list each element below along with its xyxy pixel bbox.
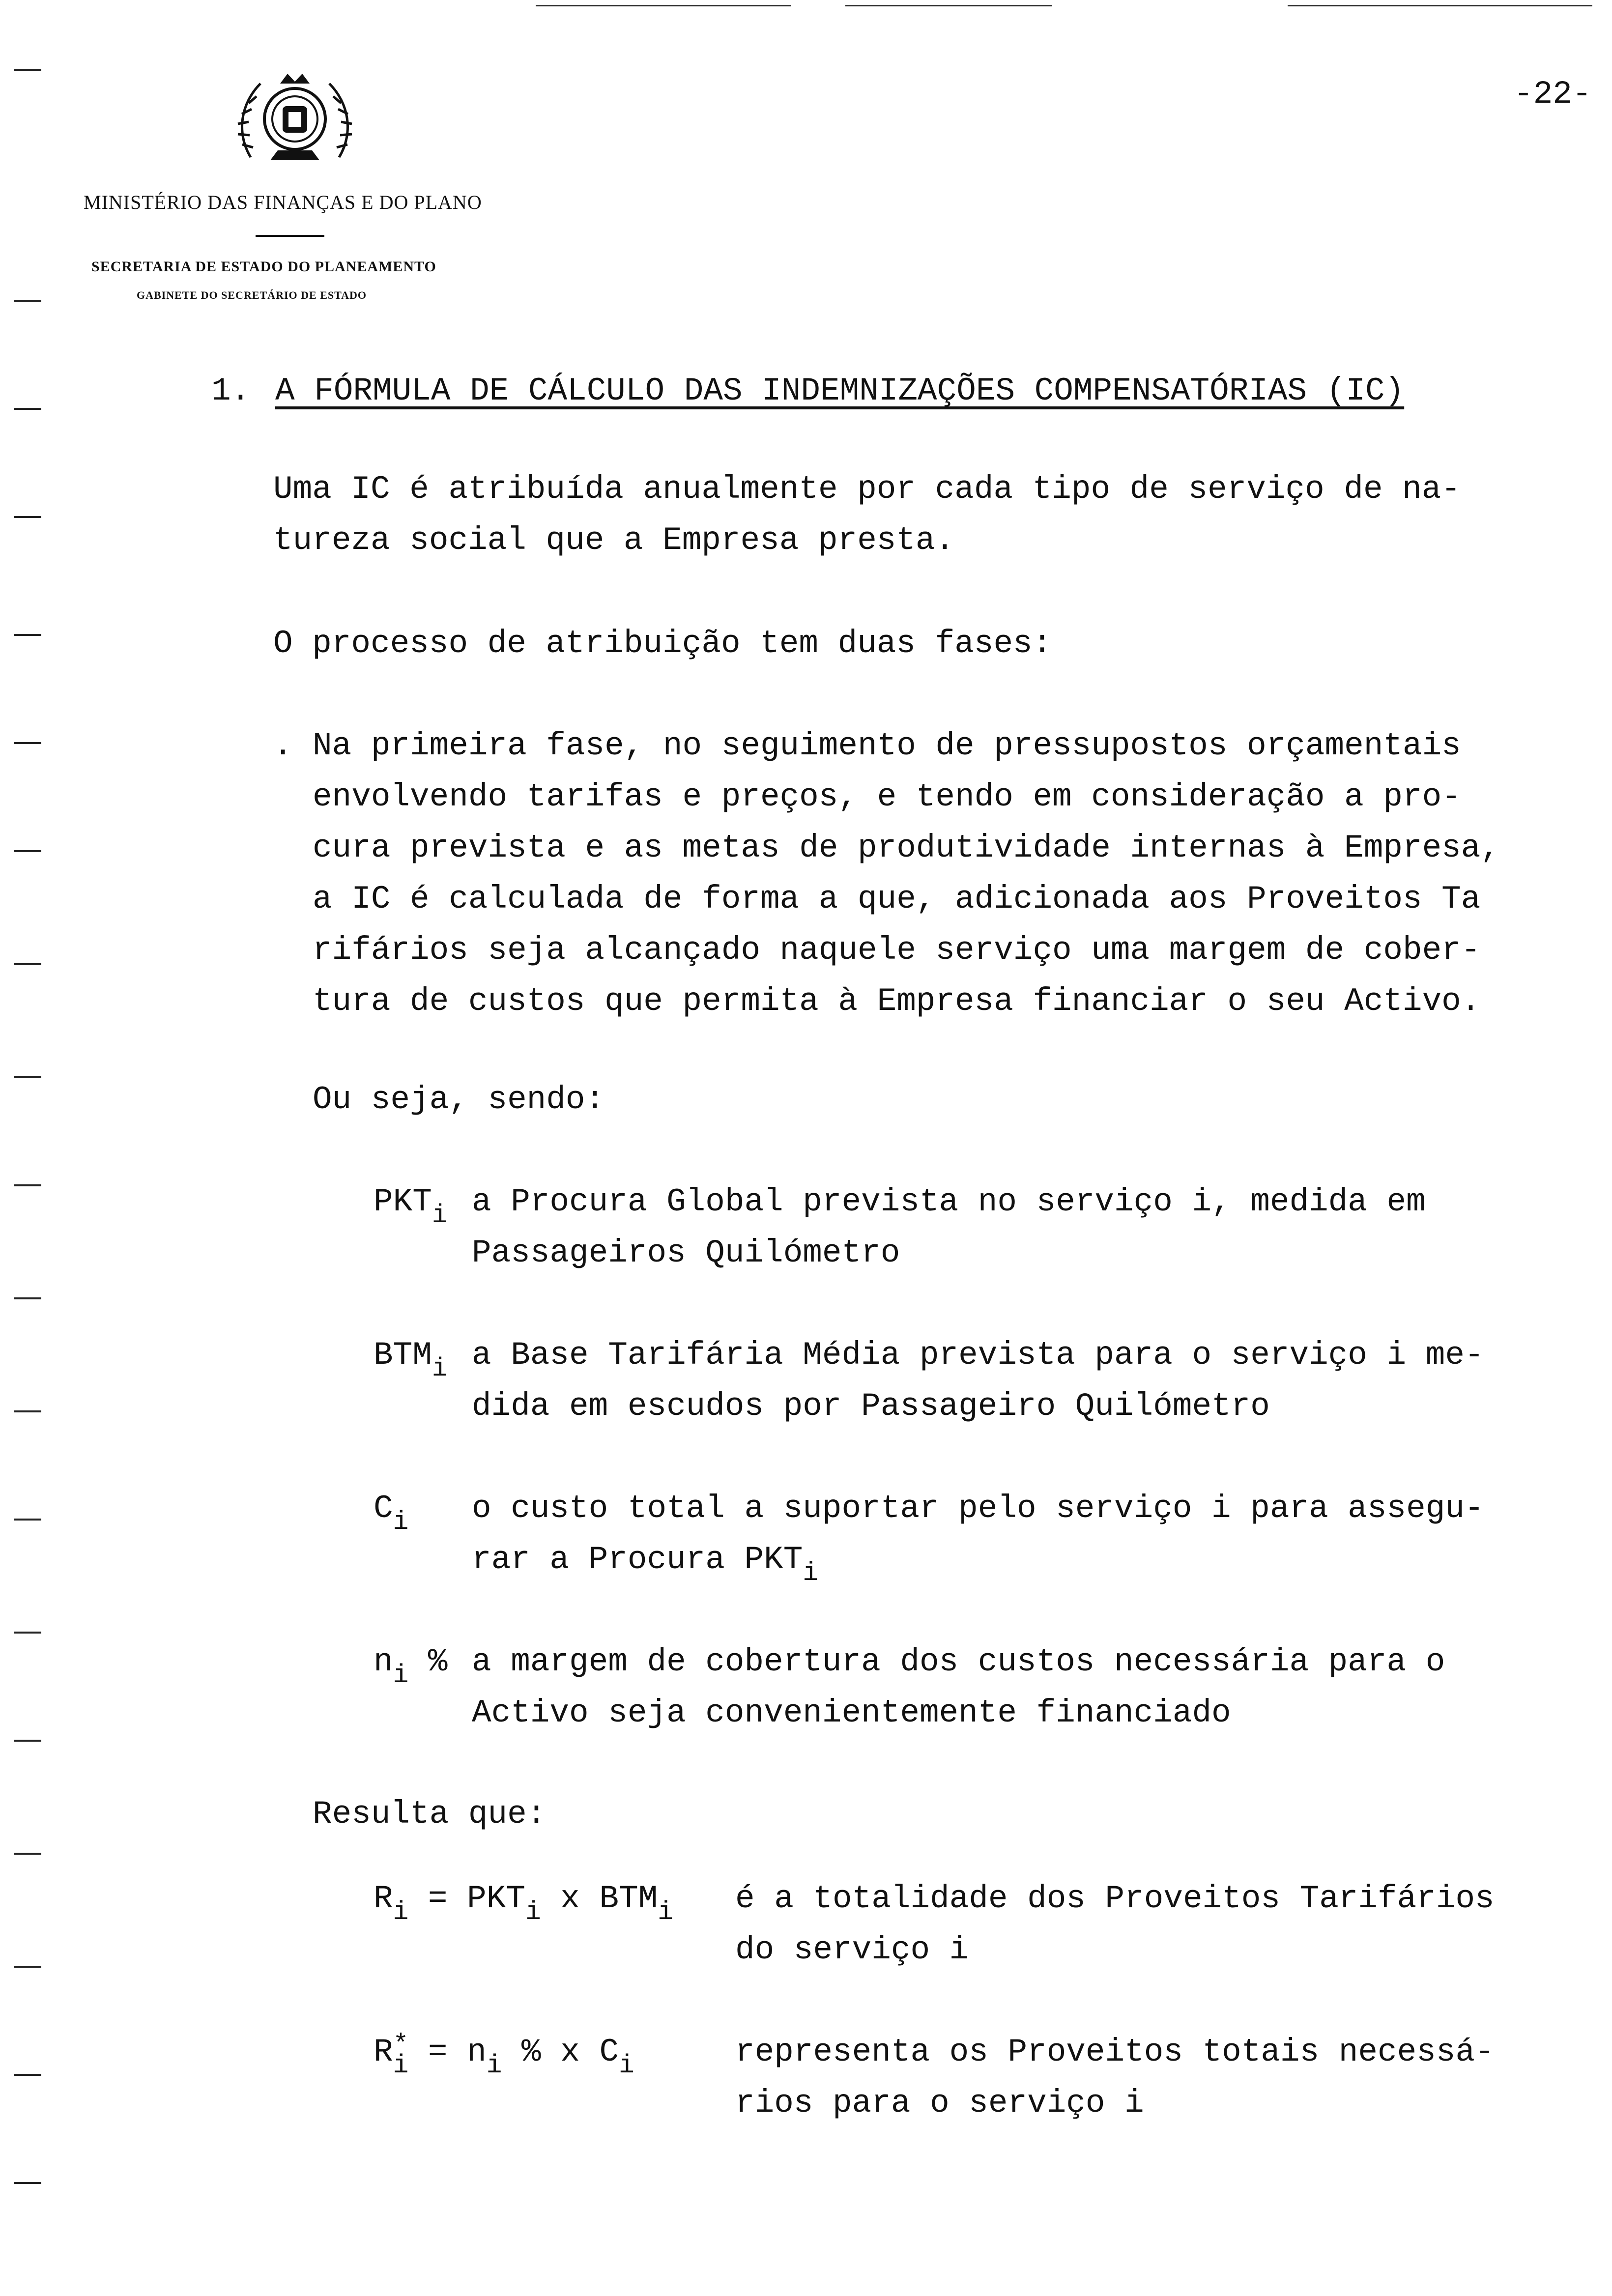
margin-mark [14, 516, 41, 518]
formula-line: representa os Proveitos totais necessá- [735, 2034, 1495, 2070]
page-number: -22- [1514, 76, 1592, 113]
definition-text-pkt [472, 1177, 1573, 1279]
process-text: O processo de atribuição tem duas fases: [273, 625, 1052, 662]
margin-mark [14, 69, 41, 71]
definition-text-btm [472, 1330, 1573, 1432]
paragraph-line: a IC é calculada de forma a que, adicionada aos Proveitos Ta [313, 881, 1481, 918]
definition-line: a Base Tarifária Média prevista para o serviço i me- [472, 1337, 1484, 1374]
formula-line: rios para o serviço i [735, 2085, 1144, 2122]
paragraph-line: cura prevista e as metas de produtividade internas à Empresa, [313, 830, 1500, 866]
section-number: 1. [211, 373, 251, 409]
intro-line: tureza social que a Empresa presta. [273, 522, 955, 559]
formula-r: $R_i = PKT_i$ x $BTM_i$ [374, 1880, 673, 1927]
definition-line: a Procura Global prevista no serviço i, medida em [472, 1183, 1426, 1220]
definition-symbol-pkt: $PKT_i$ [374, 1183, 448, 1230]
definition-line: dida em escudos por Passageiro Quilómetro [472, 1388, 1270, 1425]
resulta-text: Resulta que: [313, 1796, 547, 1833]
paragraph-line: rifários seja alcançado naquele serviço uma margem de cober- [313, 932, 1481, 969]
formula-line: é a totalidade dos Proveitos Tarifários [735, 1880, 1495, 1917]
margin-mark [14, 1966, 41, 1968]
formula-rstar: $R^*_i = n_i$ % x $C_i$ [374, 2030, 634, 2080]
margin-mark [14, 2182, 41, 2184]
margin-mark [14, 742, 41, 744]
margin-mark [14, 2074, 41, 2076]
margin-mark [14, 1853, 41, 1855]
definition-text-n [472, 1636, 1573, 1739]
scan-line [845, 5, 1052, 6]
margin-mark [14, 1632, 41, 1634]
margin-mark [14, 1740, 41, 1742]
secretaria-name: SECRETARIA DE ESTADO DO PLANEAMENTO [91, 258, 436, 275]
section-title: A FÓRMULA DE CÁLCULO DAS INDEMNIZAÇÕES COMPENSATÓRIAS (IC) [275, 373, 1405, 409]
definition-line: o custo total a suportar pelo serviço i para assegu- [472, 1490, 1484, 1527]
margin-mark [14, 963, 41, 965]
definition-text-c [472, 1483, 1573, 1588]
margin-mark [14, 850, 41, 852]
definition-line: rar a Procura $PKT_i$ [472, 1541, 818, 1588]
scan-line [1288, 5, 1592, 6]
coat-of-arms-icon [231, 64, 359, 172]
formula-rstar-description [735, 2027, 1571, 2129]
ministry-name: MINISTÉRIO DAS FINANÇAS E DO PLANO [84, 191, 482, 213]
formula-line: do serviço i [735, 1931, 969, 1968]
margin-mark [14, 300, 41, 302]
bullet-marker: . [273, 727, 293, 764]
definition-line: Passageiros Quilómetro [472, 1234, 900, 1271]
scan-line [536, 5, 791, 6]
letterhead-divider [256, 235, 324, 237]
paragraph-line: envolvendo tarifas e preços, e tendo em consideração a pro- [313, 778, 1461, 815]
definition-symbol-btm: $BTM_i$ [374, 1337, 448, 1383]
definition-line: Activo seja convenientemente financiado [472, 1694, 1231, 1731]
formula-r-description [735, 1873, 1571, 1976]
definition-line: a margem de cobertura dos custos necessária para o [472, 1643, 1445, 1680]
ou-seja-text: Ou seja, sendo: [313, 1081, 605, 1118]
paragraph-line: Na primeira fase, no seguimento de pressupostos orçamentais [313, 727, 1461, 764]
margin-mark [14, 408, 41, 410]
gabinete-name: GABINETE DO SECRETÁRIO DE ESTADO [137, 289, 367, 301]
intro-line: Uma IC é atribuída anualmente por cada tipo de serviço de na- [273, 471, 1461, 508]
definition-symbol-c: $C_i$ [374, 1490, 409, 1537]
phase1-paragraph [313, 720, 1561, 1027]
paragraph-line: tura de custos que permita à Empresa financiar o seu Activo. [313, 983, 1481, 1020]
margin-mark [14, 1410, 41, 1412]
margin-mark [14, 1076, 41, 1078]
margin-mark [14, 1297, 41, 1299]
definition-symbol-n: $n_i$ % [374, 1643, 448, 1690]
margin-mark [14, 1184, 41, 1186]
margin-mark [14, 1519, 41, 1521]
margin-mark [14, 634, 41, 636]
